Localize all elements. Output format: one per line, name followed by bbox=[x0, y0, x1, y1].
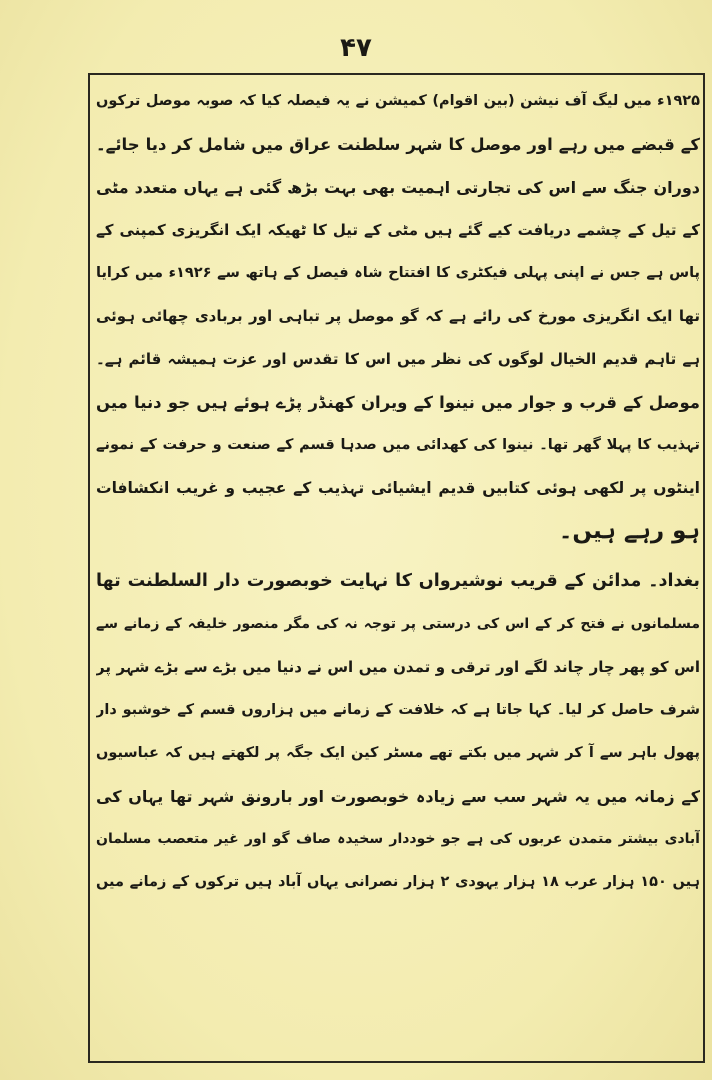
text-line: تہذیب کا پہلا گھر تھا۔ نینوا کی کھدائی میں صدہا قسم کے صنعت و حرفت کے نمونے bbox=[96, 437, 700, 453]
text-line: اس کو پھر چار چاند لگے اور ترقی و تمدن میں اس نے دنیا میں بڑے سے بڑے شہر پر bbox=[96, 658, 700, 676]
text-line: پاس ہے جس نے اپنی پہلی فیکٹری کا افتتاح شاہ فیصل کے ہاتھ سے ۱۹۲۶ء میں کرایا bbox=[96, 265, 700, 281]
text-line: کے زمانہ میں یہ شہر سب سے زیادہ خوبصورت اور بارونق شہر تھا یہاں کی bbox=[96, 787, 700, 806]
paragraph-baghdad bbox=[96, 560, 700, 904]
text-line: شرف حاصل کر لیا۔ کہا جاتا ہے کہ خلافت کے زمانے میں ہزاروں قسم کے خوشبو دار bbox=[96, 702, 700, 718]
text-line: کے تیل کے چشمے دریافت کیے گئے ہیں مٹی کے تیل کا ٹھیکہ ایک انگریزی کمپنی کے bbox=[96, 221, 700, 239]
text-line: بغداد۔ مدائن کے قریب نوشیرواں کا نہایت خوبصورت دار السلطنت تھا bbox=[96, 571, 700, 591]
text-line: کے قبضے میں رہے اور موصل کا شہر سلطنت عراق میں شامل کر دیا جائے۔ bbox=[96, 135, 700, 154]
text-line: تھا ایک انگریزی مورخ کی رائے ہے کہ گو موصل پر تباہی اور بربادی چھائی ہوئی bbox=[96, 307, 700, 325]
text-line: دوران جنگ سے اس کی تجارتی اہمیت بھی بہت بڑھ گئی ہے یہاں متعدد مٹی bbox=[96, 178, 700, 197]
text-line: ۱۹۲۵ء میں لیگ آف نیشن (بین اقوام) کمیشن نے یہ فیصلہ کیا کہ صوبہ موصل ترکوں bbox=[96, 93, 700, 109]
text-line: ہے تاہم قدیم الخیال لوگوں کی نظر میں اس کا تقدس اور عزت ہمیشہ قائم ہے۔ bbox=[96, 350, 700, 368]
text-line: اینٹوں پر لکھی ہوئی کتابیں قدیم ایشیائی تہذیب کے عجیب و غریب انکشافات bbox=[96, 479, 700, 497]
text-line: پھول باہر سے آ کر شہر میں بکتے تھے مسٹر کین ایک جگہ پر لکھتے ہیں کہ عباسیوں bbox=[96, 745, 700, 761]
text-line: آبادی بیشتر متمدن عربوں کی ہے جو خوددار سخیدہ صاف گو اور غیر متعصب مسلمان bbox=[96, 831, 700, 847]
paragraph-gap bbox=[96, 553, 700, 560]
page-number: ۴۷ bbox=[340, 33, 372, 63]
text-line: مسلمانوں نے فتح کر کے اس کی درستی پر توجہ نہ کی مگر منصور خلیفہ کے زمانے سے bbox=[96, 616, 700, 632]
text-line: ہو رہے ہیں۔ bbox=[558, 518, 700, 544]
body-text bbox=[96, 80, 700, 904]
text-line: موصل کے قرب و جوار میں نینوا کے ویران کھنڈر پڑے ہوئے ہیں جو دنیا میں bbox=[96, 393, 700, 412]
paragraph-mosul bbox=[96, 80, 700, 553]
text-line: ہیں ۱۵۰ ہزار عرب ۱۸ ہزار یہودی ۲ ہزار نصرانی یہاں آباد ہیں ترکوں کے زمانے میں bbox=[96, 874, 700, 890]
